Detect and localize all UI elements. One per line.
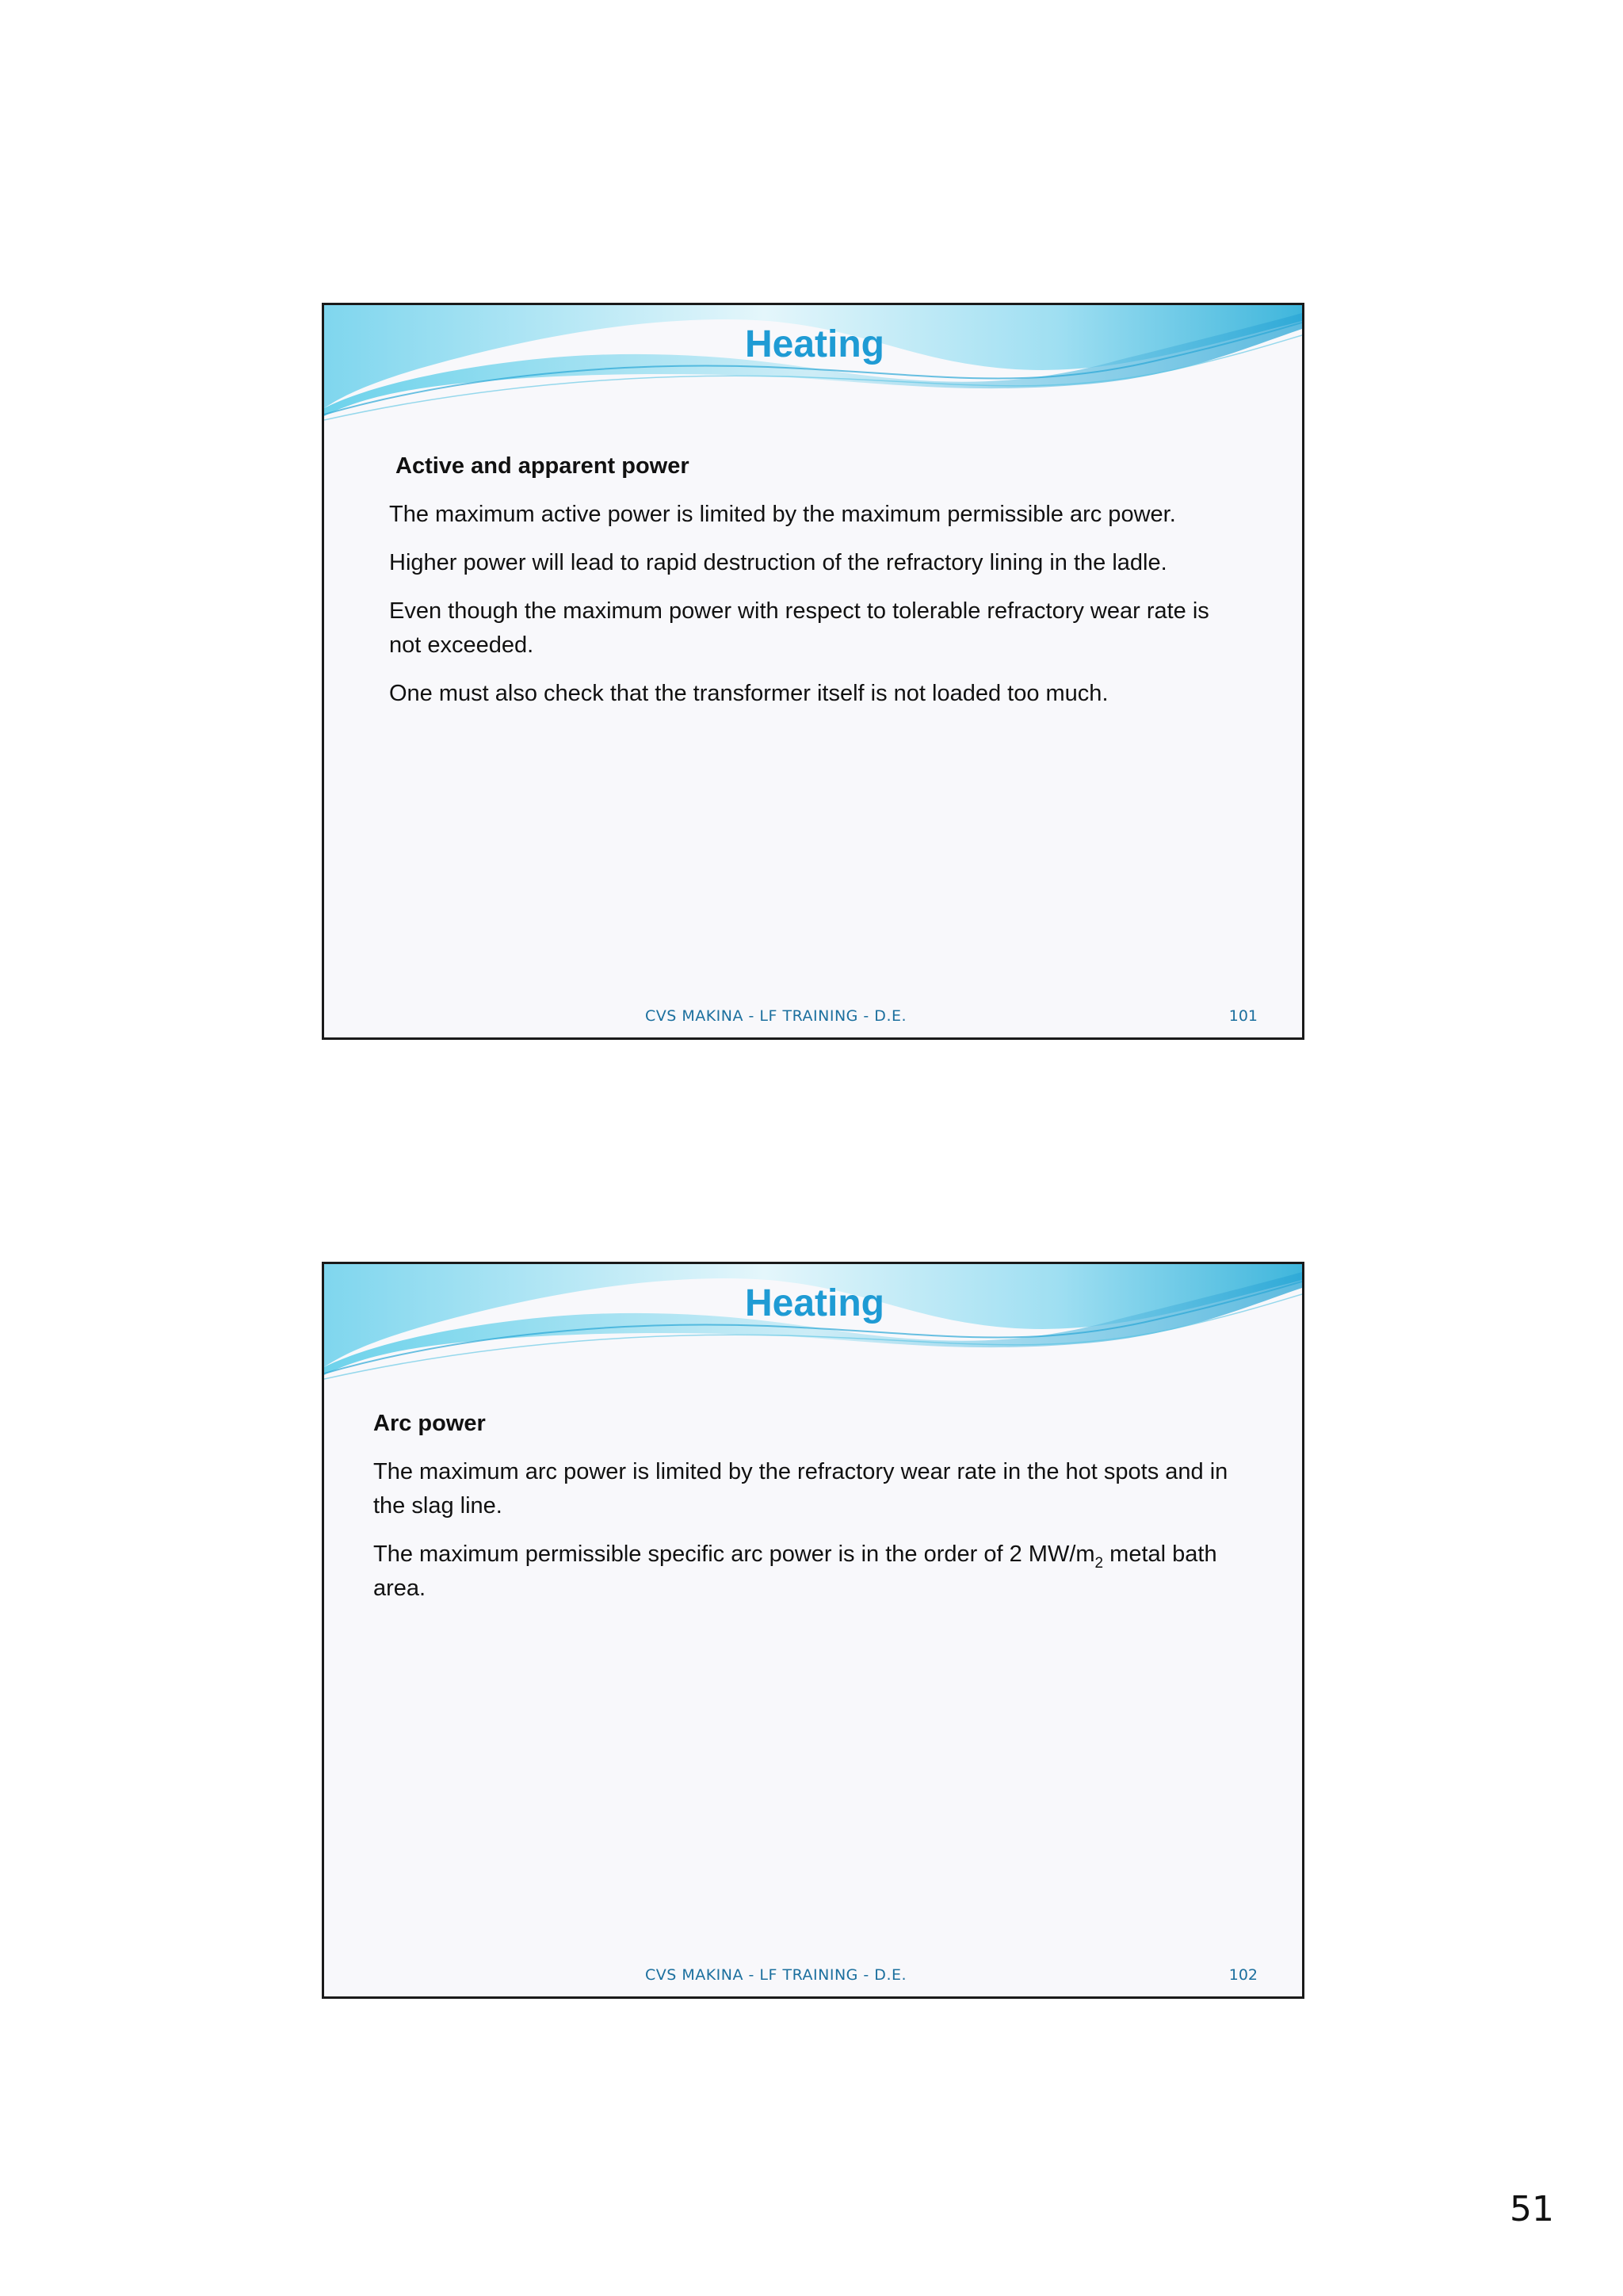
section-heading: Active and apparent power — [395, 453, 689, 479]
slide-number: 101 — [1228, 1007, 1258, 1025]
slide-body — [389, 449, 1229, 725]
paragraph: The maximum active power is limited by the maximum permissible arc power. — [389, 502, 1176, 527]
slide-footer: CVS MAKINA - LF TRAINING - D.E. — [644, 1007, 907, 1025]
section-heading: Arc power — [373, 1411, 486, 1436]
slide-body — [373, 1407, 1245, 1620]
paragraph: Higher power will lead to rapid destruction of the refractory lining in the ladle. — [389, 550, 1167, 575]
page-number: 51 — [1510, 2189, 1554, 2229]
subscript: 2 — [1094, 1555, 1104, 1572]
paragraph: Even though the maximum power with respect to tolerable refractory wear rate is not exceeded. — [389, 598, 1209, 658]
paragraph: The maximum arc power is limited by the refractory wear rate in the hot spots and in the slag line. — [373, 1459, 1228, 1519]
slide-102 — [322, 1262, 1304, 1999]
paragraph: One must also check that the transformer itself is not loaded too much. — [389, 681, 1109, 706]
paragraph-text: The maximum permissible specific arc power is in the order of 2 MW/m — [373, 1541, 1095, 1567]
paragraph — [373, 1538, 1245, 1606]
slide-footer: CVS MAKINA - LF TRAINING - D.E. — [644, 1966, 907, 1984]
slide-101 — [322, 303, 1304, 1040]
slide-title: Heating — [744, 1282, 884, 1324]
slide-title: Heating — [744, 323, 884, 365]
slide-number: 102 — [1228, 1966, 1258, 1984]
paragraph-text: metal bath area. — [373, 1541, 1217, 1601]
